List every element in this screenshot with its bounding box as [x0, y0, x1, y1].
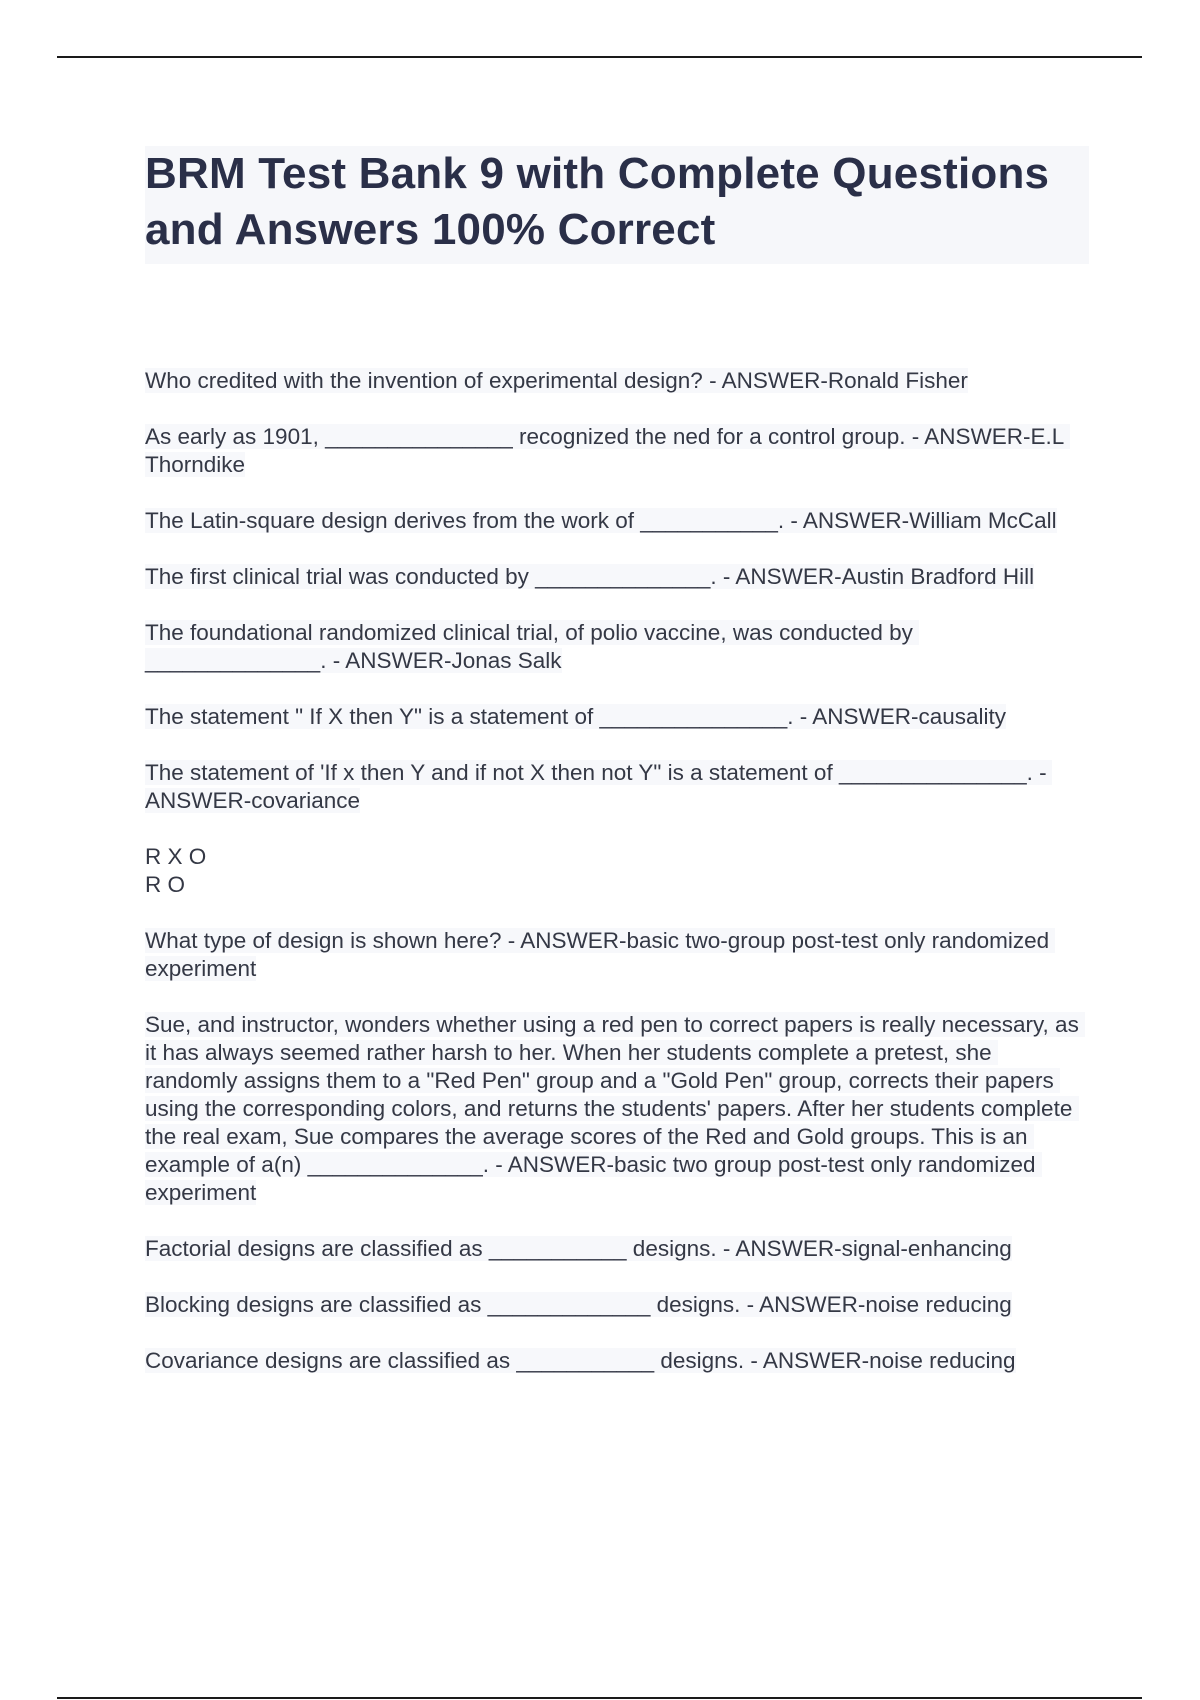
qa-list — [145, 367, 1090, 1403]
diagram-line: R X O — [145, 844, 207, 869]
qa-text: Sue, and instructor, wonders whether using a red pen to correct papers is really necessary, as it has always seemed rather harsh to her. When her students complete a pretest, she randomly assigns them to a "Red Pen" group and a "Gold Pen" group, corrects their papers using the corresponding colors, and returns the students' papers. After her students complete the real exam, Sue compares the average scores of the Red and Gold groups. This is an example of a(n) ______________. - ANSWER-basic two group post-test only randomized experiment — [145, 1012, 1086, 1205]
design-diagram — [145, 843, 1090, 899]
qa-item — [145, 1235, 1090, 1263]
qa-text: The first clinical trial was conducted by ______________. - ANSWER-Austin Bradford Hill — [145, 564, 1035, 589]
qa-item — [145, 759, 1090, 815]
qa-text: What type of design is shown here? - ANSWER-basic two-group post-test only randomized experiment — [145, 928, 1056, 981]
qa-text: The foundational randomized clinical trial, of polio vaccine, was conducted by ______________. - ANSWER-Jonas Salk — [145, 620, 920, 673]
qa-text: The Latin-square design derives from the work of ___________. - ANSWER-William McCall — [145, 508, 1057, 533]
qa-text: Blocking designs are classified as _____________ designs. - ANSWER-noise reducing — [145, 1292, 1012, 1317]
qa-text: The statement " If X then Y" is a statement of _______________. - ANSWER-causality — [145, 704, 1007, 729]
qa-text: Covariance designs are classified as ___________ designs. - ANSWER-noise reducing — [145, 1348, 1016, 1373]
document-title: BRM Test Bank 9 with Complete Questions and Answers 100% Correct — [145, 149, 1050, 254]
qa-item — [145, 927, 1090, 983]
qa-item — [145, 423, 1090, 479]
qa-text: Who credited with the invention of experimental design? - ANSWER-Ronald Fisher — [145, 368, 968, 393]
qa-item — [145, 367, 1090, 395]
qa-item — [145, 1291, 1090, 1319]
qa-item — [145, 703, 1090, 731]
qa-item — [145, 1347, 1090, 1375]
qa-text: The statement of 'If x then Y and if not X then not Y" is a statement of _______________. - ANSWER-covariance — [145, 760, 1052, 813]
title-block — [145, 146, 1089, 264]
qa-item — [145, 619, 1090, 675]
diagram-line: R O — [145, 872, 186, 897]
header-rule — [57, 56, 1142, 58]
qa-text: Factorial designs are classified as ___________ designs. - ANSWER-signal-enhancing — [145, 1236, 1012, 1261]
qa-item — [145, 563, 1090, 591]
qa-item — [145, 507, 1090, 535]
footer-rule — [57, 1697, 1142, 1699]
qa-item — [145, 1011, 1090, 1207]
qa-text: As early as 1901, _______________ recognized the ned for a control group. - ANSWER-E.L Thorndike — [145, 424, 1071, 477]
